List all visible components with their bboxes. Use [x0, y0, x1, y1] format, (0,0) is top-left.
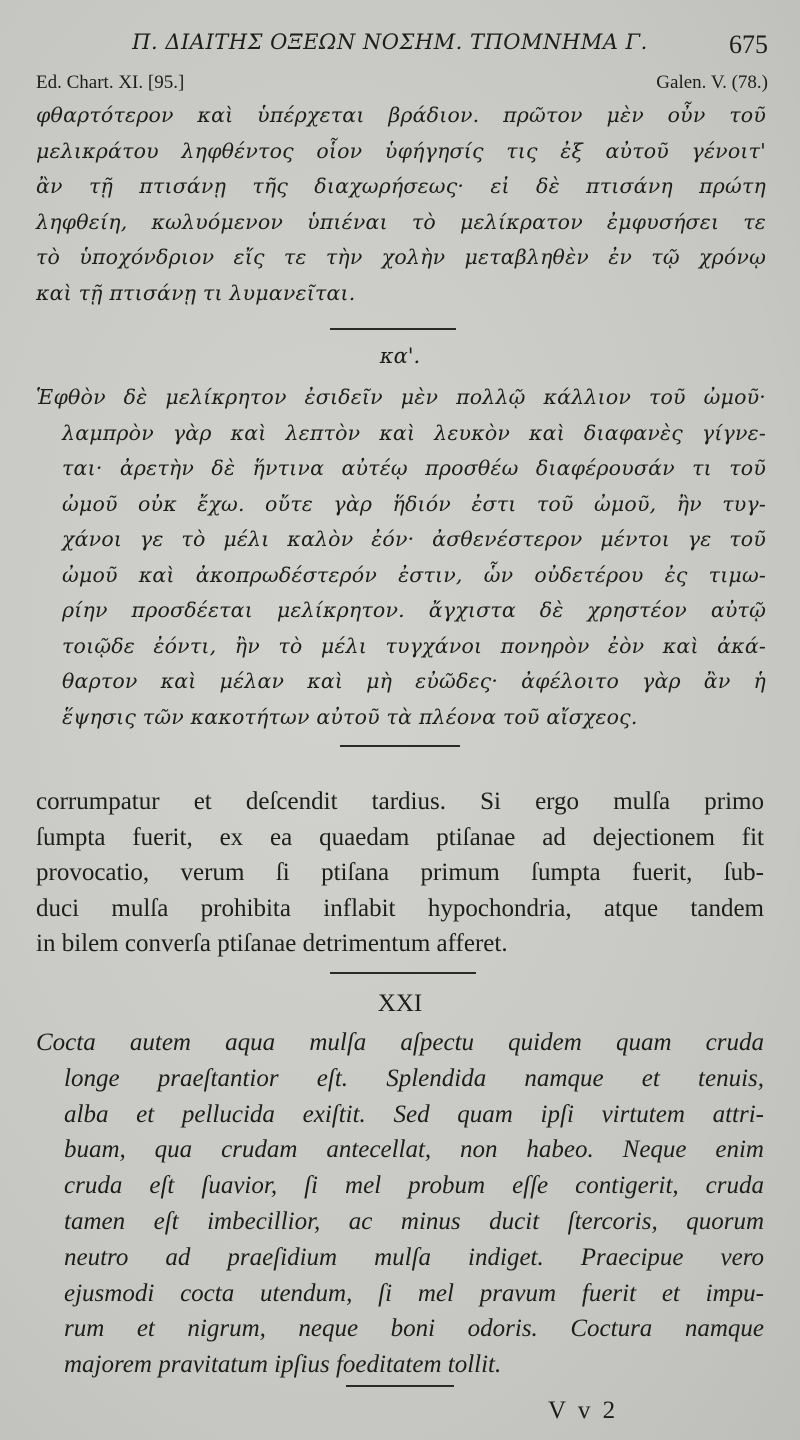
- latin-passage-1: [36, 784, 764, 962]
- latin-line: tamen eſt imbecillior, ac minus ducit ſtercoris, quorum: [64, 1207, 764, 1235]
- section-number: XXI: [377, 990, 423, 1017]
- greek-line: λαμπρὸν γὰρ καὶ λεπτὸν καὶ λευκὸν καὶ διαφανὲς γίγνε-: [62, 420, 766, 445]
- greek-line: χάνοι γε τὸ μέλι καλὸν ἐόν· ἀσθενέστερον μέντοι γε τοῦ: [62, 527, 766, 551]
- latin-line: rum et nigrum, neque boni odoris. Coctura namque: [64, 1315, 764, 1343]
- edition-reference-chartier: Ed. Chart. XI. [95.]: [36, 72, 185, 93]
- latin-line: provocatio, verum ſi ptiſana primum ſumpta fuerit, ſub-: [36, 859, 764, 887]
- greek-line: ται· ἀρετὴν δὲ ἥντινα αὐτέῳ προσθέω διαφέρουσάν τι τοῦ: [62, 456, 766, 480]
- running-head: Π. ΔΙΑΙΤΗΣ ΟΞΕΩΝ ΝΟΣΗΜ. ΤΠΟΜΝΗΜΑ Γ.: [132, 30, 648, 54]
- greek-passage-1: [36, 98, 766, 311]
- latin-line: duci mulſa prohibita inflabit hypochondria, atque tandem: [36, 894, 764, 922]
- section-divider: [340, 745, 460, 747]
- greek-line: ὠμοῦ οὐκ ἔχω. οὔτε γὰρ ἥδιόν ἐστι τοῦ ὠμοῦ, ἢν τυγ-: [62, 491, 766, 516]
- latin-line: in bilem converſa ptiſanae detrimentum afferet.: [36, 930, 508, 958]
- latin-line: Cocta autem aqua mulſa aſpectu quidem quam cruda: [36, 1029, 764, 1056]
- section-divider: [346, 1385, 454, 1387]
- greek-line: μελικράτου ληφθέντος οἷον ὑφήγησίς τις ἐξ αὐτοῦ γένοιτ': [36, 138, 766, 163]
- greek-line: φθαρτότερον καὶ ὑπέρχεται βράδιον. πρῶτον μὲν οὖν τοῦ: [36, 103, 766, 127]
- latin-passage-2: [36, 1025, 764, 1383]
- greek-line: ἕψησις τῶν κακοτήτων αὐτοῦ τὰ πλέονα τοῦ αἴσχεος.: [62, 704, 638, 729]
- signature-mark: V v 2: [548, 1397, 619, 1424]
- latin-line: ſumpta fuerit, ex ea quaedam ptiſanae ad dejectionem fit: [36, 823, 764, 851]
- greek-line: θαρτον καὶ μέλαν καὶ μὴ εὐῶδες· ἀφέλοιτο γὰρ ἂν ἡ: [62, 669, 766, 693]
- greek-line: καὶ τῇ πτισάνῃ τι λυμανεῖται.: [36, 280, 356, 305]
- greek-line: τὸ ὑποχόνδριον εἴς τε τὴν χολὴν μεταβληθὲν ἐν τῷ χρόνῳ: [36, 245, 766, 269]
- latin-line: alba et pellucida exiſtit. Sed quam ipſi virtutem attri-: [64, 1100, 764, 1128]
- greek-line: ὠμοῦ καὶ ἀκοπρωδέστερόν ἐστιν, ὧν οὐδετέρου ἐς τιμω-: [62, 562, 766, 587]
- edition-reference-galen: Galen. V. (78.): [656, 72, 768, 93]
- latin-line: longe praeſtantior eſt. Splendida namque et tenuis,: [64, 1064, 764, 1092]
- greek-line: ρίην προσδέεται μελίκρητον. ἄγχιστα δὲ χρηστέον αὐτῷ: [62, 598, 766, 622]
- greek-line: ἂν τῇ πτισάνῃ τῆς διαχωρήσεως· εἰ δὲ πτισάνη πρώτη: [36, 174, 766, 198]
- section-divider: [330, 972, 476, 974]
- greek-line: τοιῷδε ἐόντι, ἢν τὸ μέλι τυγχάνοι πονηρὸν ἐὸν καὶ ἀκά-: [62, 633, 766, 658]
- latin-line: majorem pravitatum ipſius foeditatem tollit.: [64, 1351, 502, 1379]
- greek-line: ληφθείη, κωλυόμενον ὑπιέναι τὸ μελίκρατον ἐμφυσήσει τε: [36, 209, 766, 234]
- greek-line: Ἑφθὸν δὲ μελίκρητον ἐσιδεῖν μὲν πολλῷ κάλλιον τοῦ ὠμοῦ·: [36, 385, 766, 409]
- latin-line: neutro ad praeſidium mulſa indiget. Praecipue vero: [64, 1243, 764, 1271]
- latin-line: corrumpatur et deſcendit tardius. Si ergo mulſa primo: [36, 788, 764, 815]
- latin-line: ejusmodi cocta utendum, ſi mel pravum fuerit et impu-: [64, 1279, 764, 1307]
- latin-line: cruda eſt ſuavior, ſi mel probum eſſe contigerit, cruda: [64, 1172, 764, 1200]
- greek-section-number: κα'.: [379, 344, 421, 368]
- latin-line: buam, qua crudam antecellat, non habeo. Neque enim: [64, 1136, 764, 1164]
- page-number: 675: [729, 30, 768, 59]
- section-divider: [330, 328, 456, 330]
- greek-passage-2: [36, 380, 766, 735]
